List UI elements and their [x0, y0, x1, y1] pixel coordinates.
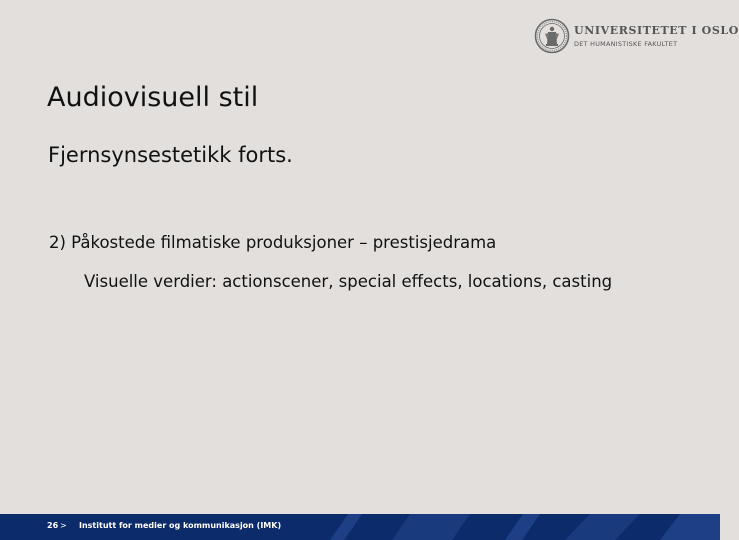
slide-title: Audiovisuell stil: [47, 82, 259, 113]
slide-subtitle: Fjernsynsestetikk forts.: [48, 143, 293, 167]
page-number: 26: [47, 521, 59, 530]
university-logo: [534, 18, 739, 54]
page-arrow: >: [60, 521, 67, 530]
sub-bullet-point: Visuelle verdier: actionscener, special effects, locations, casting: [84, 272, 613, 291]
bullet-point: 2) Påkostede filmatiske produksjoner – prestisjedrama: [49, 233, 497, 252]
footer-bar: [0, 514, 720, 540]
institute-name: Institutt for medier og kommunikasjon (IMK): [79, 521, 282, 530]
university-seal-icon: [534, 18, 570, 54]
faculty-name: DET HUMANISTISKE FAKULTET: [574, 40, 678, 48]
university-name: UNIVERSITETET I OSLO: [574, 24, 739, 37]
